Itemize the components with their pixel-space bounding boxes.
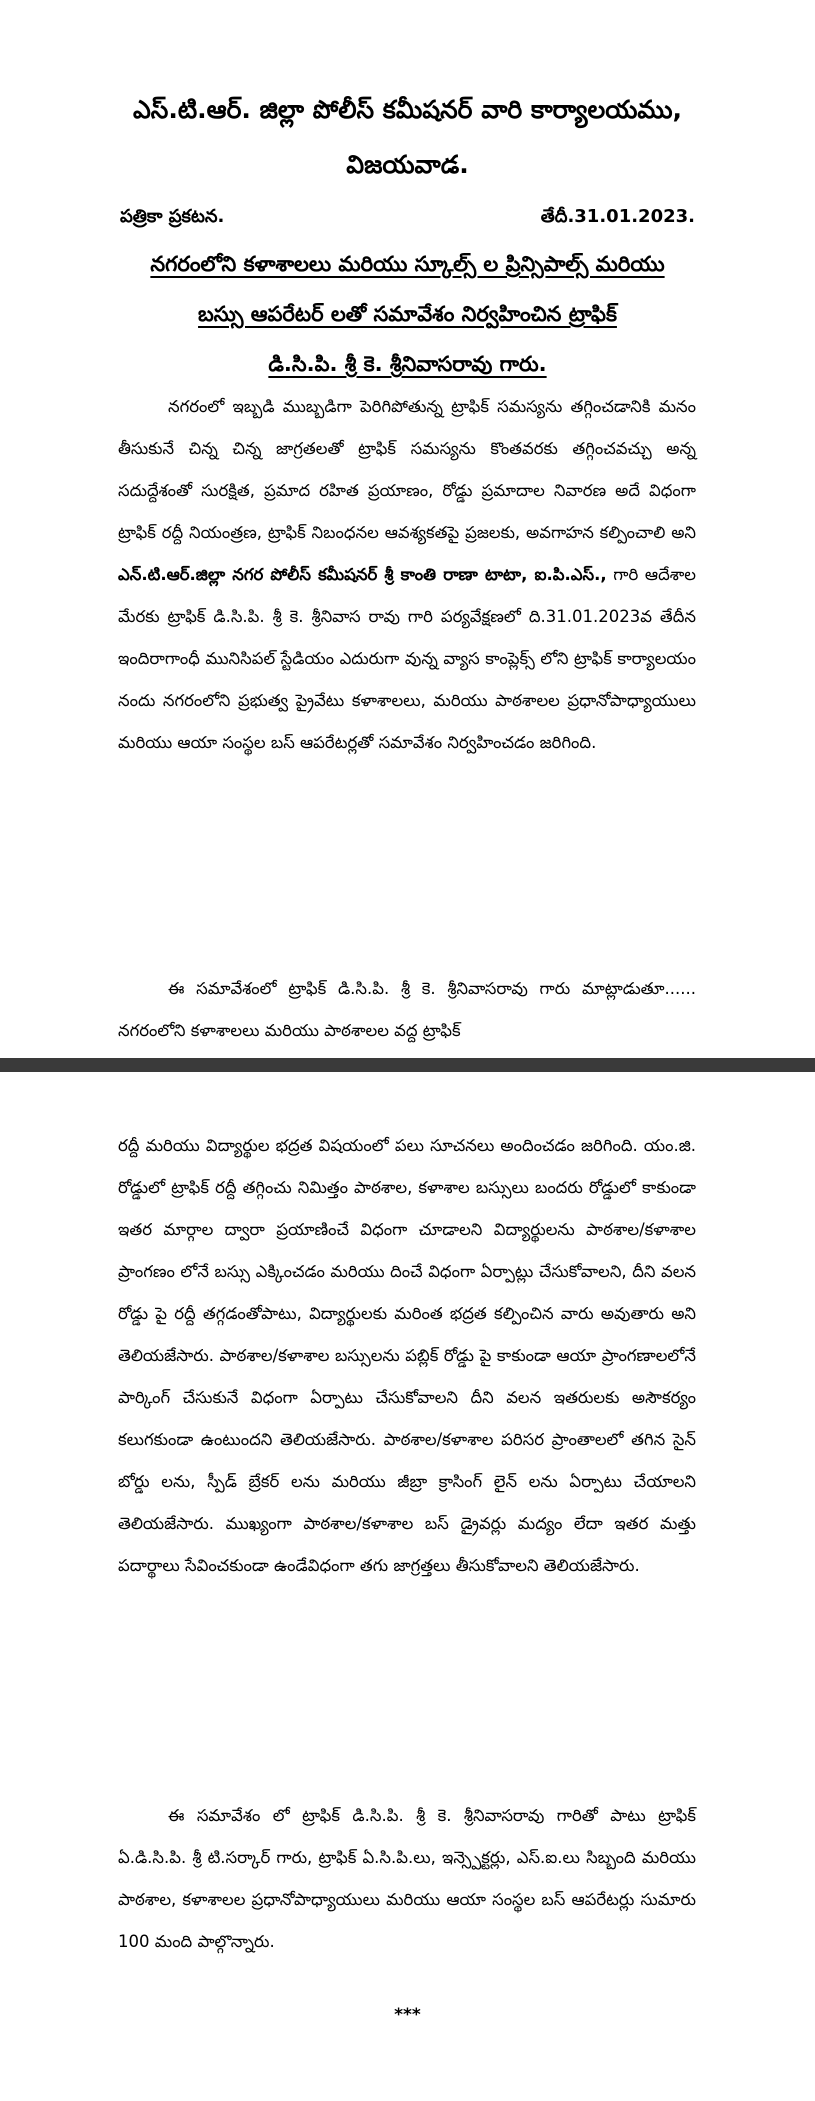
headline-text-1: నగరంలోని కళాశాలలు మరియు స్కూల్స్ ల ప్రిన్సిపాల్స్ మరియు — [150, 252, 665, 276]
body-paragraph-1 — [118, 386, 696, 764]
page-separator — [0, 1058, 815, 1072]
headline-text-2: బస్సు ఆపరేటర్ లతో సమావేశం నిర్వహించిన ట్రాఫిక్ — [198, 302, 617, 326]
headline-text-3: డి.సి.పి. శ్రీ కె. శ్రీనివాసరావు గారు. — [268, 352, 547, 376]
headline-line-3 — [0, 350, 815, 378]
office-title: ఎస్.టి.ఆర్. జిల్లా పోలీస్ కమీషనర్ వారి కార్యాలయము, — [133, 95, 682, 124]
office-city: విజయవాడ. — [346, 150, 469, 179]
paragraph-1-text-a: నగరంలో ఇబ్బడి ముబ్బడిగా పెరిగిపోతున్న ట్రాఫిక్ సమస్యను తగ్గించడానికి మనం తీసుకునే చిన్న చిన్న జాగ్రతలతో ట్రాఫిక్ సమస్యను కొంతవరకు తగ్గించవచ్చు అన్న సదుద్దేశంతో సురక్షిత, ప్రమాద రహిత ప్రయాణం, రోడ్డు ప్రమాదాల నివారణ అదే విధంగా ట్రాఫిక్ రద్దీ నియంత్రణ, ట్రాఫిక్ నిబంధనల ఆవశ్యకతపై ప్రజలకు, అవగాహన కల్పించాలి అని — [118, 397, 696, 542]
headline-line-1 — [0, 250, 815, 278]
body-paragraph-2: ఈ సమావేశంలో ట్రాఫిక్ డి.సి.పి. శ్రీ కె. శ్రీనివాసరావు గారు మాట్లాడుతూ...... నగరంలోని కళాశాలలు మరియు పాఠశాలల వద్ద ట్రాఫిక్ — [118, 979, 696, 1040]
press-release-label: పత్రికా ప్రకటన. — [120, 206, 225, 227]
body-paragraph-4: ఈ సమావేశం లో ట్రాఫిక్ డి.సి.పి. శ్రీ కె. శ్రీనివాసరావు గారితో పాటు ట్రాఫిక్ ఏ.డి.సి.పి. శ్రీ టి.సర్కార్ గారు, ట్రాఫిక్ ఏ.సి.పి.లు, ఇన్స్పెక్టర్లు, ఎస్.ఐ.లు సిబ్బంది మరియు పాఠశాల, కళాశాలల ప్రధానోపాధ్యాయులు మరియు ఆయా సంస్థల బస్ ఆపరేటర్లు సుమారు 100 మంది పాల్గొన్నారు. — [118, 1806, 696, 1951]
end-marker: *** — [394, 2005, 421, 2025]
release-date: తేదీ.31.01.2023. — [540, 206, 695, 227]
headline-line-2 — [0, 300, 815, 328]
paragraph-1-text-b: గారి ఆదేశాల మేరకు ట్రాఫిక్ డి.సి.పి. శ్రీ కె. శ్రీనివాస రావు గారి పర్యవేక్షణలో ది.31.01.2023వ తేదీన ఇందిరాగాంధీ మునిసిపల్ స్టేడియం ఎదురుగా వున్న వ్యాస కాంప్లెక్స్ లోని ట్రాఫిక్ కార్యాలయం నందు నగరంలోని ప్రభుత్వ ప్రైవేటు కళాశాలలు, మరియు పాఠశాలల ప్రధానోపాధ్యాయులు మరియు ఆయా సంస్థల బస్ ఆపరేటర్లతో సమావేశం నిర్వహించడం జరిగింది. — [118, 565, 696, 752]
body-paragraph-3: రద్దీ మరియు విద్యార్థుల భద్రత విషయంలో పలు సూచనలు అందించడం జరిగింది. యం.జి. రోడ్డులో ట్రాఫిక్ రద్దీ తగ్గించు నిమిత్తం పాఠశాల, కళాశాల బస్సులు బందరు రోడ్డులో కాకుండా ఇతర మార్గాల ద్వారా ప్రయాణించే విధంగా చూడాలని విద్యార్థులను పాఠశాల/కళాశాల ప్రాంగణం లోనే బస్సు ఎక్కించడం మరియు దించే విధంగా ఏర్పాట్లు చేసుకోవాలని, దీని వలన రోడ్డు పై రద్దీ తగ్గడంతోపాటు, విద్యార్థులకు మరింత భద్రత కల్పించిన వారు అవుతారు అని తెలియజేసారు. పాఠశాల/కళాశాల బస్సులను పబ్లిక్ రోడ్డు పై కాకుండా ఆయా ప్రాంగణాలలోనే పార్కింగ్ చేసుకునే విధంగా ఏర్పాటు చేసుకోవాలని దీని వలన ఇతరులకు అసౌకర్యం కలుగకుండా ఉంటుందని తెలియజేసారు. పాఠశాల/కళాశాల పరిసర ప్రాంతాలలో తగిన సైన్ బోర్డు లను, స్పీడ్ బ్రేకర్ లను మరియు జీబ్రా క్రాసింగ్ లైన్ లను ఏర్పాటు చేయాలని తెలియజేసారు. ముఖ్యంగా పాఠశాల/కళాశాల బస్ డ్రైవర్లు మద్యం లేదా ఇతర మత్తు పదార్థాలు సేవించకుండా ఉండేవిధంగా తగు జాగ్రత్తలు తీసుకోవాలని తెలియజేసారు. — [118, 1136, 696, 1575]
commissioner-name: ఎన్.టి.ఆర్.జిల్లా నగర పోలీస్ కమీషనర్ శ్రీ కాంతి రాణా టాటా, ఐ.పి.ఎస్., — [118, 565, 607, 584]
